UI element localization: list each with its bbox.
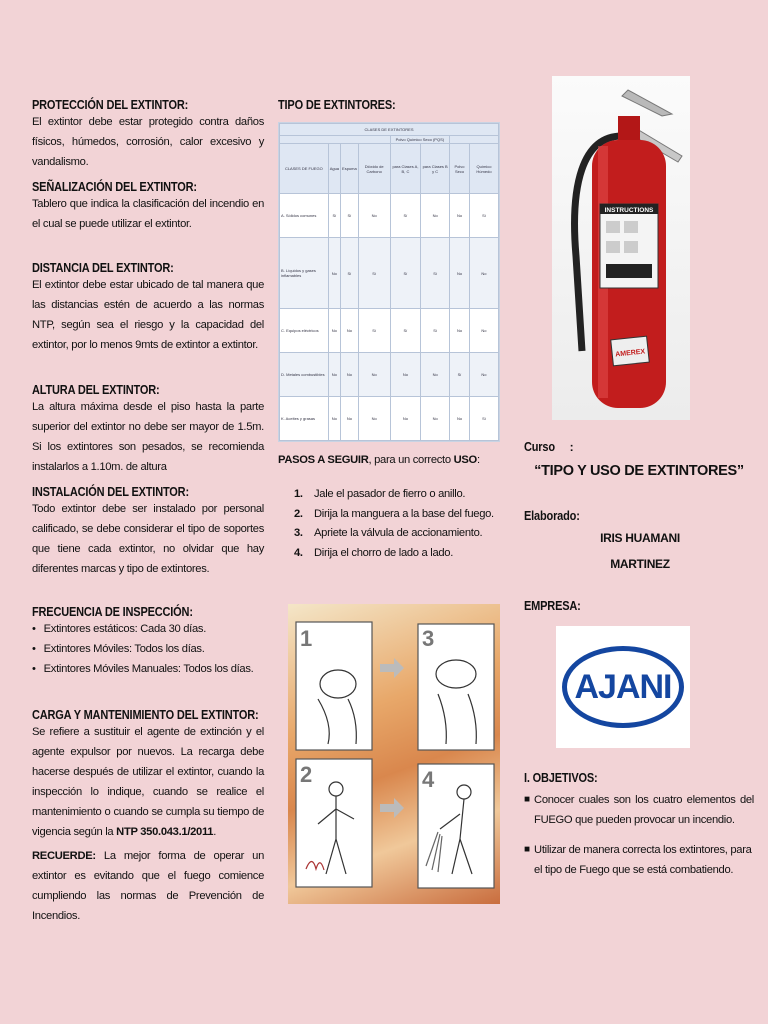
step-number: 3. [294, 527, 303, 539]
table-cell: No [341, 353, 359, 397]
section-proteccion [32, 98, 264, 172]
panel-number: 1 [300, 626, 313, 651]
objective-item [524, 790, 754, 830]
label-pictogram [606, 241, 620, 253]
table-cell: Sí [450, 353, 470, 397]
table-cell: No [450, 309, 470, 353]
step-item [278, 544, 500, 564]
section-title: PROTECCIÓN DEL EXTINTOR: [32, 98, 189, 112]
table-cell: No [328, 353, 340, 397]
extinguisher-class-table [278, 122, 500, 442]
section-title: SEÑALIZACIÓN DEL EXTINTOR: [32, 180, 197, 194]
table-cell: No [328, 397, 340, 441]
arrow-icon [380, 798, 404, 818]
curso-label: Curso [524, 440, 555, 454]
table-cell: No [469, 237, 498, 308]
usage-illustration-graphic [288, 604, 500, 904]
section-distancia [32, 261, 264, 355]
section-text: El extintor debe estar ubicado de tal manera que las distancias estén de acuerdo a las normas NTP, según sea el riesgo y la capacidad del extintor, por lo menos 9mts de extintor a extintor. [32, 279, 264, 351]
table-cell: No [450, 237, 470, 308]
table-cell: Sí [390, 237, 421, 308]
tipo-title: TIPO DE EXTINTORES: [278, 98, 396, 112]
table-header: Químico Húmedo [469, 144, 498, 194]
table-cell: No [469, 309, 498, 353]
table-row [280, 237, 499, 308]
table-cell: Sí [469, 397, 498, 441]
step-number: 2. [294, 507, 303, 520]
table-row [280, 353, 499, 397]
pasos-heading [278, 450, 500, 470]
label-header-text: INSTRUCTIONS [604, 207, 654, 214]
table-cell: No [450, 194, 470, 238]
extinguisher-photo [552, 76, 690, 420]
section-recuerde [32, 846, 264, 926]
table-cell: Sí [390, 194, 421, 238]
recuerde-text [32, 846, 264, 926]
table-cell: Sí [421, 237, 450, 308]
table-cell: No [358, 397, 390, 441]
step-text: Dirija la manguera a la base del fuego. [314, 507, 494, 520]
section-instalacion [32, 485, 264, 579]
table-group: Polvo Químico Seco (PQS) [390, 136, 449, 144]
recuerde-body: La mejor forma de operar un extintor es evitando que el fuego comience cumpliendo las normas de Prevención de Incendios. [32, 850, 264, 922]
panel-number: 4 [422, 767, 435, 792]
section-title: ALTURA DEL EXTINTOR: [32, 383, 160, 397]
step-text: Apriete la válvula de accionamiento. [314, 527, 483, 539]
row-label: C. Equipos eléctricos [280, 309, 329, 353]
table-caption: CLASES DE EXTINTORES [280, 124, 499, 136]
table-header: Agua [328, 144, 340, 194]
table-cell: No [390, 397, 421, 441]
author-name-line1: IRIS HUAMANI [600, 531, 680, 545]
step-text: Jale el pasador de fierro o anillo. [314, 488, 466, 500]
ntp-reference: NTP 350.043.1/2011 [116, 826, 214, 838]
table-cell: No [358, 194, 390, 238]
label-class-icons [606, 264, 652, 278]
table-cell: Sí [421, 309, 450, 353]
table-header: para Clases A, B, C [390, 144, 421, 194]
table-cell: No [328, 237, 340, 308]
table-cell: Sí [341, 194, 359, 238]
steps-list [278, 485, 500, 563]
table-cell: Sí [469, 194, 498, 238]
table-row [280, 397, 499, 441]
step-text: Dirija el chorro de lado a lado. [314, 546, 454, 559]
table-header: CLASES DE FUEGO [280, 144, 329, 194]
step-item [278, 485, 500, 505]
section-text [32, 722, 264, 842]
table-cell: No [450, 397, 470, 441]
panel-number: 3 [422, 626, 435, 651]
logo-ellipse [562, 646, 684, 728]
valve-drawing [618, 116, 640, 142]
objectives-list [524, 790, 754, 880]
section-title: FRECUENCIA DE INSPECCIÓN: [32, 605, 193, 619]
logo-text: AJANI [574, 667, 672, 706]
label-pictogram [606, 221, 620, 233]
table-cell: Sí [341, 237, 359, 308]
author-name-line2: MARTINEZ [610, 557, 670, 571]
table-cell: No [341, 309, 359, 353]
list-item: • Extintores Móviles Manuales: Todos los días. [32, 659, 264, 679]
usage-illustration [288, 604, 500, 904]
extinguisher-graphic [552, 76, 690, 420]
empresa-label: EMPRESA: [524, 599, 581, 613]
label-pictogram [624, 241, 638, 253]
table-cell: No [328, 309, 340, 353]
frequency-list [32, 619, 264, 679]
objective-text: Conocer cuales son los cuatro elementos del FUEGO que pueden provocar un incendio. [534, 794, 754, 826]
objective-text: Utilizar de manera correcta los extintores, para el tipo de Fuego que se está combatiendo. [534, 844, 752, 876]
bullet-icon: ■ [524, 794, 531, 805]
table-row [280, 194, 499, 238]
objetivos-title: I. OBJETIVOS: [524, 771, 598, 785]
table-cell: No [341, 397, 359, 441]
list-item: • Extintores estáticos: Cada 30 días. [32, 619, 264, 639]
table-header: Dióxido de Carbono [358, 144, 390, 194]
section-carga [32, 708, 264, 842]
section-text: Tablero que indica la clasificación del incendio en el cual se puede utilizar el extintor. [32, 198, 264, 230]
table-cell: Sí [328, 194, 340, 238]
table-cell: No [469, 353, 498, 397]
list-item: • Extintores Móviles: Todos los días. [32, 639, 264, 659]
row-label: A. Sólidos comunes [280, 194, 329, 238]
row-label: D. Metales combustibles [280, 353, 329, 397]
row-label: B. Líquidos y gases inflamables [280, 237, 329, 308]
pasos-colon: : [476, 454, 480, 466]
table-cell: No [358, 353, 390, 397]
pasos-mid: , para un correcto [368, 454, 454, 466]
section-title: CARGA Y MANTENIMIENTO DEL EXTINTOR: [32, 708, 259, 722]
table-cell: No [421, 194, 450, 238]
company-logo [556, 626, 690, 748]
step-item [278, 505, 500, 525]
step-item [278, 524, 500, 544]
section-text: La altura máxima desde el piso hasta la parte superior del extintor no debe ser mayor de 1.5m. Si los extintores son pesados, se recomienda instalarlos a 1.10m. de altura [32, 401, 264, 473]
curso-row [524, 438, 574, 456]
section-title: DISTANCIA DEL EXTINTOR: [32, 261, 174, 275]
section-frecuencia [32, 605, 264, 679]
table-cell: No [390, 353, 421, 397]
table-row [280, 309, 499, 353]
table-cell: No [421, 397, 450, 441]
arrow-icon [380, 658, 404, 678]
label-pictogram [624, 221, 638, 233]
section-text: El extintor debe estar protegido contra daños físicos, húmedos, corrosión, calor excesivo y vandalismo. [32, 116, 264, 168]
row-label: K. Aceites y grasas [280, 397, 329, 441]
section-altura [32, 383, 264, 477]
panel-number: 2 [300, 762, 313, 787]
carga-text: Se refiere a sustituir el agente de extinción y el agente expulsor por nuevos. La recarga debe hacerse después de utilizar el extintor, cuando la inspección lo indique, cuando se realice el mantenimiento o cuando se cumpla su tiempo de vigencia según la [32, 726, 264, 838]
class-table [279, 123, 499, 441]
step-number: 1. [294, 488, 303, 500]
handle-drawing [622, 90, 672, 116]
recuerde-label: RECUERDE: [32, 850, 96, 862]
brand-text: AMEREX [615, 348, 646, 359]
step-number: 4. [294, 546, 303, 559]
section-senalizacion [32, 180, 264, 234]
section-text: Todo extintor debe ser instalado por personal calificado, se debe considerar el tipo de soportes que tiene cada extintor, no olvidar que hay diferentes marcas y tipo de extintores. [32, 503, 264, 575]
pasos-uso: USO [453, 454, 477, 466]
section-title: INSTALACIÓN DEL EXTINTOR: [32, 485, 189, 499]
bullet-icon: ■ [524, 844, 531, 855]
period: . [213, 826, 217, 838]
pasos-label: PASOS A SEGUIR [278, 454, 369, 466]
table-header: Polvo Seco [450, 144, 470, 194]
table-header: Espuma [341, 144, 359, 194]
elaborado-label: Elaborado: [524, 509, 580, 523]
table-cell: Sí [390, 309, 421, 353]
objective-item [524, 840, 754, 880]
curso-colon: : [569, 440, 574, 454]
table-header: para Clases B y C [421, 144, 450, 194]
course-title: “TIPO Y USO DE EXTINTORES” [534, 463, 744, 479]
table-cell: Sí [358, 309, 390, 353]
table-cell: Sí [358, 237, 390, 308]
table-cell: No [421, 353, 450, 397]
